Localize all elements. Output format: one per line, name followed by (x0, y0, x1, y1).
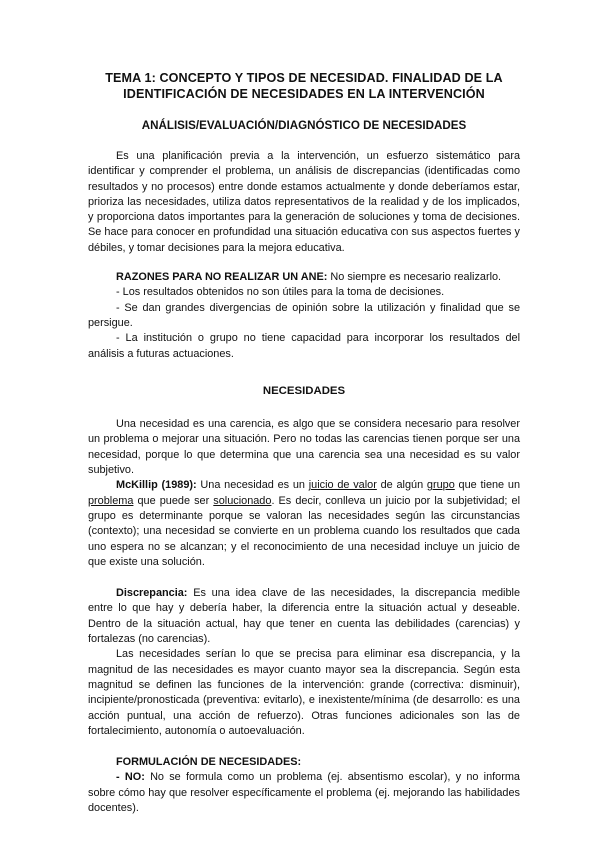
necesidad-definition: Una necesidad es una carencia, es algo que se considera necesario para resolver un problema o mejorar una situación. Pero no todas las carencias tienen porque ser una necesidad, porque lo que determina que una carencia sea una necesidad es su valor subjetivo. (88, 418, 520, 477)
mckillip-paragraph (88, 478, 520, 570)
razones-item-1: - Los resultados obtenidos no son útiles para la toma de decisiones. (116, 286, 445, 299)
magnitud-paragraph: Las necesidades serían lo que se precisa para eliminar esa discrepancia, y la magnitud de las necesidades es mayor cuanto mayor sea la discrepancia. Según esta magnitud se definen las funciones de la intervención: grande (correctiva: disminuir), incipiente/pronosticada (preventiva: evitarlo), e inexistente/mínima (de desarrollo: es una acción puntual, una acción de refuerzo). Otras funciones adicionales son las de fortalecimiento, autonomía o autoevaluación. (88, 648, 520, 737)
razones-item-3: - La institución o grupo no tiene capacidad para incorporar los resultados del análisis a futuras actuaciones. (88, 332, 520, 360)
mckillip-text-4: que puede ser (133, 494, 214, 507)
document-page (88, 70, 520, 816)
discrepancia-paragraph (88, 586, 520, 647)
underlined-term: solucionado (213, 494, 272, 507)
document-title (88, 70, 520, 102)
mckillip-label: McKillip (1989): (116, 479, 197, 492)
mckillip-text-1: Una necesidad es un (196, 479, 309, 492)
formulacion-no-text: No se formula como un problema (ej. absentismo escolar), y no informa sobre cómo hay que resolver específicamente el problema (ej. mejorando las habilidades docentes). (88, 771, 520, 814)
mckillip-text-2: de algún (376, 479, 427, 492)
razones-text: No siempre es necesario realizarlo. (327, 271, 502, 284)
underlined-term: problema (88, 494, 134, 507)
section-heading-necesidades: NECESIDADES (262, 384, 346, 397)
razones-paragraph (88, 270, 520, 285)
formulacion-label: FORMULACIÓN DE NECESIDADES: (116, 756, 302, 769)
section-heading-analisis: ANÁLISIS/EVALUACIÓN/DIAGNÓSTICO DE NECESIDADES (141, 119, 467, 132)
underlined-term: grupo (426, 479, 455, 492)
underlined-term: juicio de valor (308, 479, 377, 492)
mckillip-text-5: . Es decir, conlleva un juicio por la subjetividad; el grupo es determinante porque se valoran las necesidades según las circunstancias (contexto); una necesidad se convierte en un problema cuando los resultados que cada uno espera no se alcanzan; y el reconocimiento de una necesidad incluye un juicio de que existe una solución. (88, 494, 521, 568)
formulacion-no-label: - NO: (116, 771, 145, 784)
formulacion-heading (88, 755, 520, 770)
title-line-2: IDENTIFICACIÓN DE NECESIDADES EN LA INTERVENCIÓN (123, 87, 485, 101)
mckillip-text-3: que tiene un (454, 479, 520, 492)
title-line-1: TEMA 1: CONCEPTO Y TIPOS DE NECESIDAD. FINALIDAD DE LA (105, 71, 503, 85)
formulacion-no-paragraph (88, 770, 520, 816)
razones-label: RAZONES PARA NO REALIZAR UN ANE: (116, 271, 328, 284)
razones-item-2: - Se dan grandes divergencias de opinión sobre la utilización y finalidad que se persigue. (88, 301, 520, 329)
discrepancia-text: Es una idea clave de las necesidades, la discrepancia medible entre lo que hay y debería haber, la diferencia entre la situación actual y deseable. Dentro de la situación actual, hay que tener en cuenta las debilidades (carencias) y fortalezas (no carencias). (88, 587, 520, 646)
discrepancia-label: Discrepancia: (116, 587, 188, 600)
intro-paragraph: Es una planificación previa a la intervención, un esfuerzo sistemático para identificar y comprender el problema, un análisis de discrepancias (identificadas como resultados y no procesos) entre donde estamos actualmente y donde deberíamos estar, prioriza las necesidades, utiliza datos representativos de la realidad y de los implicados, y proporciona datos importantes para la generación de soluciones y toma de decisiones. Se hace para conocer en profundidad una situación educativa con sus aspectos fuertes y débiles, y tomar decisiones para la mejora educativa. (88, 150, 520, 254)
